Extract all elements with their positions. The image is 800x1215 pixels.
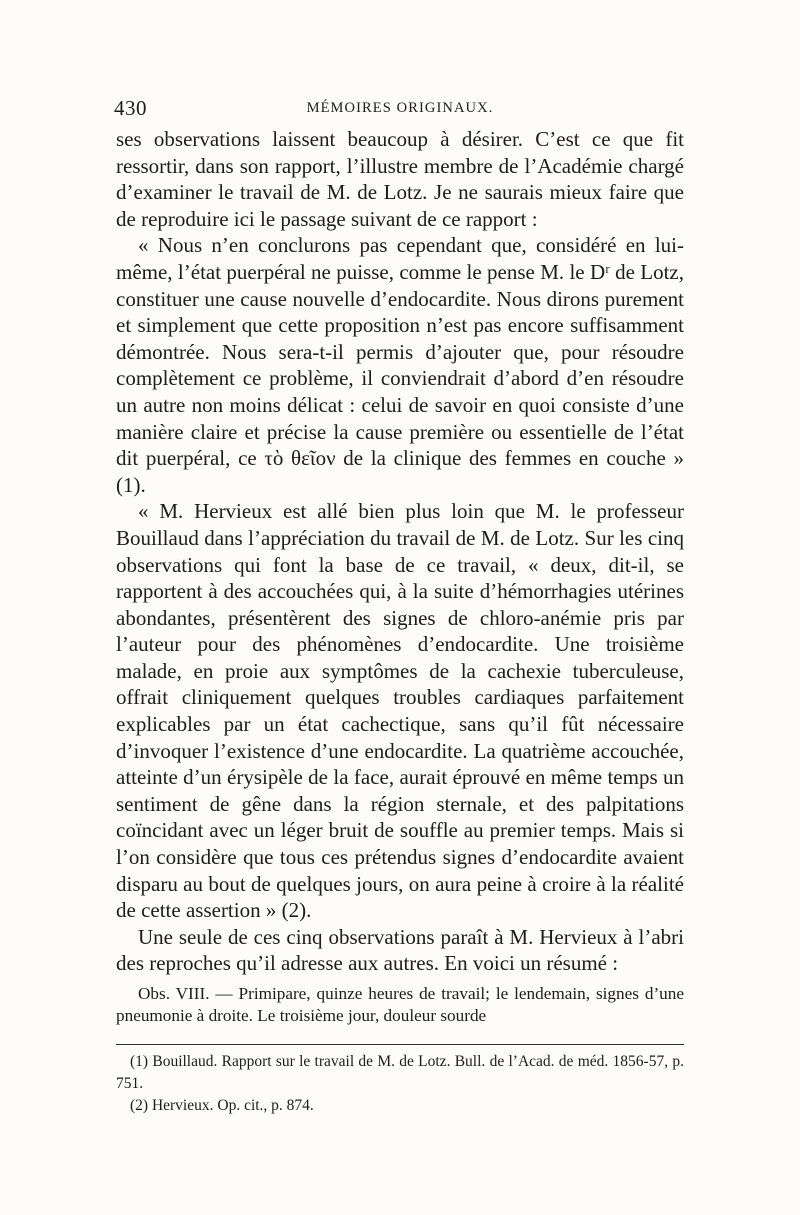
footnote-divider: [116, 1044, 684, 1045]
page-header: [116, 96, 684, 126]
page-number: 430: [114, 96, 147, 120]
observation-paragraph: Obs. VIII. — Primipare, quinze heures de travail; le lendemain, signes d’une pneumonie à droite. Le troisième jour, douleur sourde: [116, 984, 684, 1025]
body-text: [116, 126, 684, 977]
footnote-2: (2) Hervieux. Op. cit., p. 874.: [130, 1097, 314, 1115]
footnotes: [116, 1051, 684, 1117]
paragraph-summary-intro: Une seule de ces cinq observations paraît à M. Hervieux à l’abri des reproches qu’il adresse aux autres. En voici un résumé :: [116, 924, 684, 976]
paragraph-continuation: ses observations laissent beaucoup à désirer. C’est ce que fit ressortir, dans son rapport, l’illustre membre de l’Académie chargé d’examiner le travail de M. de Lotz. Je ne saurais mieux faire que de reproduire ici le passage suivant de ce rapport :: [116, 127, 684, 231]
book-page: [116, 96, 684, 1117]
paragraph-quote-hervieux: « M. Hervieux est allé bien plus loin que M. le professeur Bouillaud dans l’appréciation du travail de M. de Lotz. Sur les cinq observations qui font la base de ce travail, « deux, dit-il, se rapportent à des accouchées qui, à la suite d’hémorrhagies utérines abondantes, présentèrent des signes de chloro-anémie pris par l’auteur pour des phénomènes d’endocardite. Une troisième malade, en proie aux symptômes de la cachexie tuberculeuse, offrait cliniquement quelques troubles cardiaques parfaitement explicables par un état cachectique, sans qu’il fût nécessaire d’invoquer l’existence d’une endocardite. La quatrième accouchée, atteinte d’un érysipèle de la face, aurait éprouvé en même temps un sentiment de gêne dans la région sternale, et des palpitations coïncidant avec un léger bruit de souffle au premier temps. Mais si l’on considère que tous ces prétendus signes d’endocardite avaient disparu au bout de quelques jours, on aura peine à croire à la réalité de cette assertion » (2).: [116, 499, 684, 923]
paragraph-quote-bouillaud: « Nous n’en conclurons pas cependant que, considéré en lui-même, l’état puerpéral ne puisse, comme le pense M. le Dʳ de Lotz, constituer une cause nouvelle d’endocardite. Nous dirons purement et simplement que cette proposition n’est pas encore suffisamment démontrée. Nous sera-t-il permis d’ajouter que, pour résoudre complètement ce problème, il conviendrait d’abord d’en résoudre un autre non moins délicat : celui de savoir en quoi consiste d’une manière claire et précise la cause première ou essentielle de l’état dit puerpéral, ce τὸ θεῖον de la clinique des femmes en couche » (1).: [116, 233, 684, 497]
running-head: MÉMOIRES ORIGINAUX.: [306, 100, 494, 116]
footnote-1: (1) Bouillaud. Rapport sur le travail de M. de Lotz. Bull. de l’Acad. de méd. 1856-57, p. 751.: [116, 1053, 684, 1093]
